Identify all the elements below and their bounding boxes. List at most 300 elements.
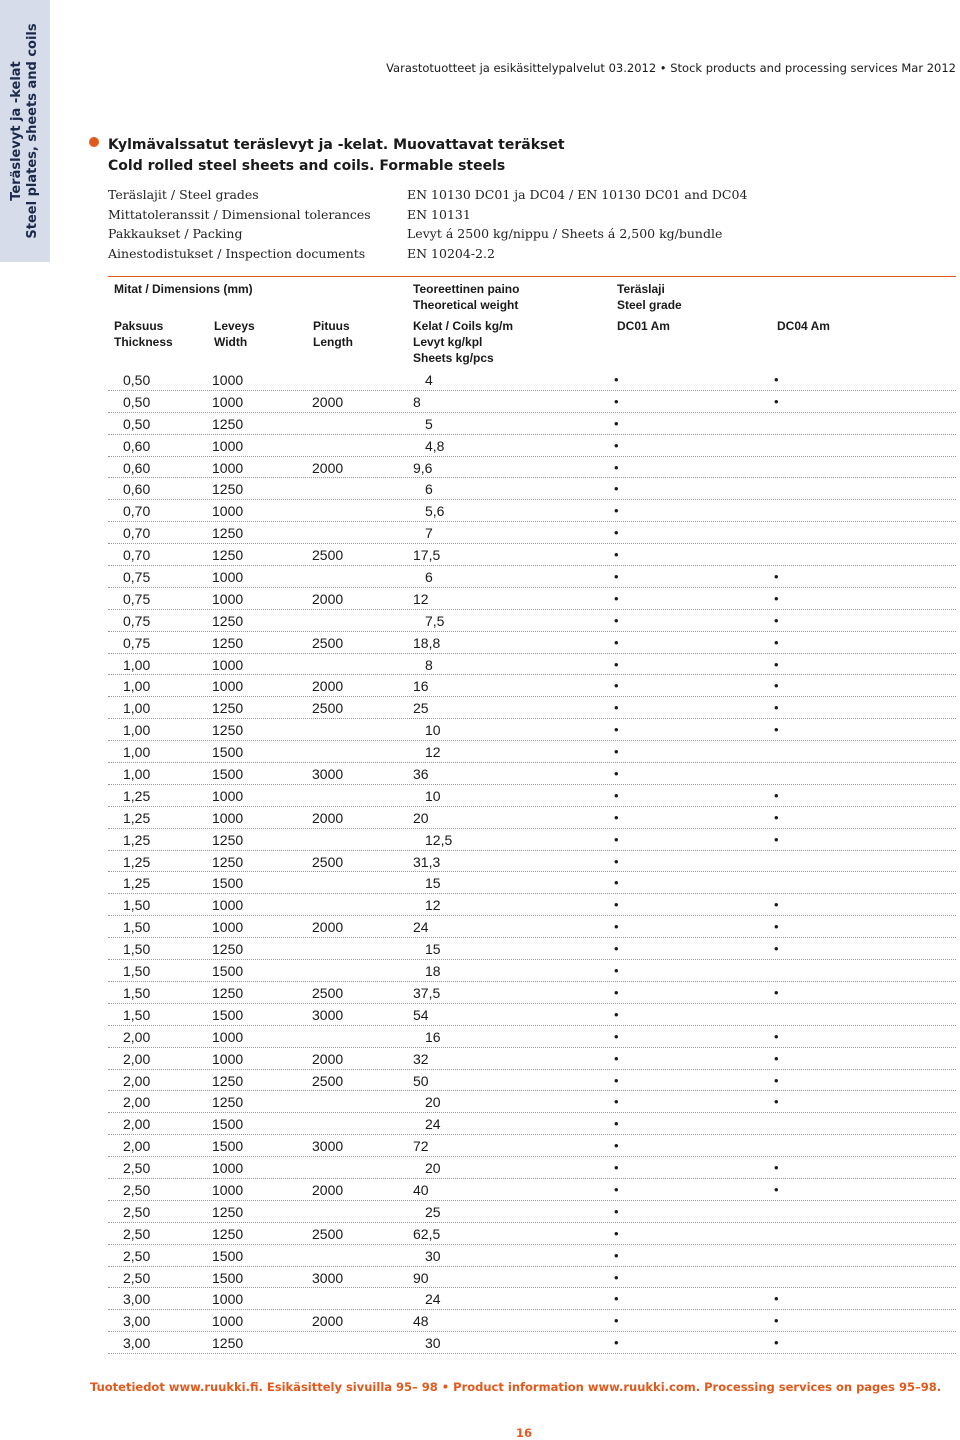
- col-weight-line2: Levyt kg/kpl: [413, 335, 483, 349]
- table-row: [108, 500, 956, 522]
- group-weight-header: [413, 281, 519, 313]
- table-row: [108, 982, 956, 1004]
- cell-thickness: 0,70: [123, 503, 151, 520]
- cell-weight: 31,3: [413, 853, 441, 870]
- table-row: [108, 1310, 956, 1332]
- cell-weight: 15: [425, 875, 441, 892]
- cell-width: 1250: [212, 700, 244, 717]
- cell-length: 2000: [312, 459, 344, 476]
- cell-thickness: 1,00: [123, 678, 151, 695]
- dc01-available-bullet-icon: •: [614, 503, 619, 519]
- cell-thickness: 1,25: [123, 787, 151, 804]
- cell-weight: 12,5: [425, 831, 453, 848]
- title-bullet-icon: [89, 137, 99, 147]
- side-tab-text: [9, 23, 41, 238]
- cell-thickness: 2,50: [123, 1225, 151, 1242]
- dc01-available-bullet-icon: •: [614, 437, 619, 453]
- cell-thickness: 1,25: [123, 831, 151, 848]
- cell-thickness: 1,00: [123, 700, 151, 717]
- table-row: [108, 369, 956, 391]
- cell-weight: 4: [425, 372, 433, 388]
- cell-width: 1500: [212, 1247, 244, 1264]
- cell-width: 1250: [212, 525, 244, 542]
- cell-width: 1000: [212, 1028, 244, 1045]
- col-width-header: [214, 318, 255, 350]
- cell-length: 2000: [312, 919, 344, 936]
- cell-length: 2500: [312, 984, 344, 1001]
- cell-width: 1250: [212, 831, 244, 848]
- cell-width: 1500: [212, 744, 244, 761]
- group-weight-fi: Teoreettinen paino: [413, 282, 520, 296]
- dc01-available-bullet-icon: •: [614, 1203, 619, 1219]
- cell-width: 1500: [212, 1006, 244, 1023]
- table-row: [108, 1157, 956, 1179]
- cell-length: 2000: [312, 678, 344, 695]
- cell-width: 1000: [212, 590, 244, 607]
- cell-thickness: 2,50: [123, 1269, 151, 1286]
- cell-thickness: 1,00: [123, 656, 151, 673]
- dc01-available-bullet-icon: •: [614, 1050, 619, 1066]
- col-weight-line1: Kelat / Coils kg/m: [413, 319, 514, 333]
- cell-length: 2000: [312, 393, 344, 410]
- dc01-available-bullet-icon: •: [614, 481, 619, 497]
- dc01-available-bullet-icon: •: [614, 831, 619, 847]
- table-row: [108, 938, 956, 960]
- cell-weight: 15: [425, 941, 441, 958]
- cell-width: 1000: [212, 1181, 244, 1198]
- spec-label: Teräslajit / Steel grades: [108, 187, 259, 202]
- table-row: [108, 1223, 956, 1245]
- dc04-available-bullet-icon: •: [774, 1313, 779, 1329]
- cell-length: 2500: [312, 700, 344, 717]
- cell-thickness: 1,00: [123, 722, 151, 739]
- spec-row: [108, 244, 495, 264]
- cell-thickness: 3,00: [123, 1335, 151, 1352]
- cell-width: 1000: [212, 503, 244, 520]
- col-width-en: Width: [214, 335, 248, 349]
- cell-width: 1500: [212, 875, 244, 892]
- dc04-available-bullet-icon: •: [774, 393, 779, 409]
- cell-weight: 6: [425, 481, 433, 498]
- cell-weight: 7: [425, 525, 433, 542]
- cell-length: 2000: [312, 590, 344, 607]
- table-row: [108, 1201, 956, 1223]
- title-en: Cold rolled steel sheets and coils. Formable steels: [108, 158, 506, 174]
- cell-length: 2500: [312, 547, 344, 564]
- cell-thickness: 2,50: [123, 1247, 151, 1264]
- cell-thickness: 0,60: [123, 437, 151, 454]
- dc01-available-bullet-icon: •: [614, 547, 619, 563]
- dc04-available-bullet-icon: •: [774, 678, 779, 694]
- spec-row: [108, 224, 723, 244]
- cell-weight: 30: [425, 1335, 441, 1352]
- cell-thickness: 2,00: [123, 1028, 151, 1045]
- cell-width: 1000: [212, 393, 244, 410]
- table-row: [108, 1026, 956, 1048]
- table-row: [108, 1091, 956, 1113]
- cell-weight: 20: [413, 809, 429, 826]
- cell-thickness: 1,50: [123, 1006, 151, 1023]
- dc01-available-bullet-icon: •: [614, 1181, 619, 1197]
- table-row: [108, 1245, 956, 1267]
- cell-thickness: 1,25: [123, 853, 151, 870]
- cell-thickness: 1,25: [123, 809, 151, 826]
- cell-weight: 90: [413, 1269, 429, 1286]
- col-weight-header: [413, 318, 513, 366]
- title-fi: Kylmävalssatut teräslevyt ja -kelat. Muovattavat teräkset: [108, 137, 565, 153]
- cell-weight: 10: [425, 787, 441, 804]
- dc04-available-bullet-icon: •: [774, 1050, 779, 1066]
- spec-value: Levyt á 2500 kg/nippu / Sheets á 2,500 kg/bundle: [407, 226, 723, 241]
- cell-weight: 8: [425, 656, 433, 673]
- cell-width: 1250: [212, 1225, 244, 1242]
- dc04-available-bullet-icon: •: [774, 941, 779, 957]
- spec-label: Ainestodistukset / Inspection documents: [108, 245, 366, 261]
- cell-width: 1250: [212, 547, 244, 564]
- dc04-available-bullet-icon: •: [774, 787, 779, 803]
- cell-length: 2500: [312, 1225, 344, 1242]
- dc01-available-bullet-icon: •: [614, 372, 619, 387]
- cell-width: 1500: [212, 1116, 244, 1133]
- table-row: [108, 872, 956, 894]
- dc04-available-bullet-icon: •: [774, 897, 779, 913]
- dc04-available-bullet-icon: •: [774, 590, 779, 606]
- table-row: [108, 544, 956, 566]
- table-row: [108, 457, 956, 479]
- col-dc04-header: DC04 Am: [777, 319, 830, 333]
- col-thickness-en: Thickness: [114, 335, 173, 349]
- cell-weight: 18: [425, 963, 441, 980]
- cell-thickness: 0,75: [123, 590, 151, 607]
- cell-thickness: 0,75: [123, 634, 151, 651]
- dc04-available-bullet-icon: •: [774, 1181, 779, 1197]
- dc04-available-bullet-icon: •: [774, 569, 779, 585]
- footer-info: Tuotetiedot www.ruukki.fi. Esikäsittely sivuilla 95– 98 • Product information www.ruukki.com. Processing services on pages 95–98.: [90, 1380, 942, 1394]
- cell-length: 2000: [312, 1050, 344, 1067]
- spec-value: EN 10131: [407, 206, 471, 222]
- cell-weight: 8: [413, 393, 421, 410]
- dc01-available-bullet-icon: •: [614, 787, 619, 803]
- dc01-available-bullet-icon: •: [614, 941, 619, 957]
- cell-thickness: 0,75: [123, 612, 151, 629]
- table-row: [108, 1179, 956, 1201]
- spec-row: [108, 205, 471, 225]
- cell-thickness: 2,00: [123, 1072, 151, 1089]
- cell-width: 1000: [212, 372, 244, 388]
- cell-weight: 50: [413, 1072, 429, 1089]
- dc04-available-bullet-icon: •: [774, 634, 779, 650]
- cell-weight: 7,5: [425, 612, 445, 629]
- cell-length: 3000: [312, 1138, 344, 1155]
- side-tab: [0, 0, 50, 262]
- cell-thickness: 0,70: [123, 525, 151, 542]
- table-row: [108, 632, 956, 654]
- dc04-available-bullet-icon: •: [774, 919, 779, 935]
- cell-weight: 20: [425, 1160, 441, 1177]
- cell-weight: 16: [413, 678, 429, 695]
- dc01-available-bullet-icon: •: [614, 1028, 619, 1044]
- cell-thickness: 1,00: [123, 766, 151, 783]
- group-weight-en: Theoretical weight: [413, 298, 519, 312]
- cell-weight: 9,6: [413, 459, 433, 476]
- dc01-available-bullet-icon: •: [614, 853, 619, 869]
- spec-value: EN 10130 DC01 ja DC04 / EN 10130 DC01 and DC04: [407, 187, 748, 202]
- cell-weight: 5,6: [425, 503, 445, 520]
- dc01-available-bullet-icon: •: [614, 809, 619, 825]
- cell-weight: 16: [425, 1028, 441, 1045]
- page-title: [108, 135, 565, 177]
- cell-length: 3000: [312, 766, 344, 783]
- table-row: [108, 894, 956, 916]
- cell-weight: 24: [413, 919, 429, 936]
- table-row: [108, 741, 956, 763]
- table-row: [108, 1267, 956, 1289]
- table-row: [108, 829, 956, 851]
- col-weight-line3: Sheets kg/pcs: [413, 351, 494, 365]
- cell-width: 1000: [212, 919, 244, 936]
- table-row: [108, 566, 956, 588]
- dc01-available-bullet-icon: •: [614, 984, 619, 1000]
- table-row: [108, 1332, 956, 1354]
- cell-weight: 5: [425, 415, 433, 432]
- cell-weight: 17,5: [413, 547, 441, 564]
- table-row: [108, 960, 956, 982]
- cell-weight: 12: [425, 744, 441, 761]
- table-row: [108, 763, 956, 785]
- table-row: [108, 654, 956, 676]
- dc01-available-bullet-icon: •: [614, 700, 619, 716]
- cell-weight: 37,5: [413, 984, 441, 1001]
- dc01-available-bullet-icon: •: [614, 766, 619, 782]
- cell-thickness: 2,00: [123, 1116, 151, 1133]
- cell-thickness: 0,50: [123, 415, 151, 432]
- cell-width: 1000: [212, 437, 244, 454]
- spec-value: EN 10204-2.2: [407, 245, 495, 261]
- cell-weight: 24: [425, 1291, 441, 1308]
- dc04-available-bullet-icon: •: [774, 984, 779, 1000]
- cell-width: 1250: [212, 853, 244, 870]
- cell-width: 1000: [212, 1291, 244, 1308]
- cell-thickness: 1,50: [123, 941, 151, 958]
- cell-thickness: 0,50: [123, 393, 151, 410]
- cell-length: 3000: [312, 1006, 344, 1023]
- side-tab-line1: Teräslevyt ja -kelat: [9, 61, 24, 201]
- dc01-available-bullet-icon: •: [614, 1335, 619, 1351]
- cell-weight: 54: [413, 1006, 429, 1023]
- cell-width: 1500: [212, 963, 244, 980]
- page-number: 16: [515, 1426, 532, 1440]
- cell-thickness: 1,50: [123, 919, 151, 936]
- cell-length: 2000: [312, 1313, 344, 1330]
- spec-label: Mittatoleranssit / Dimensional tolerances: [108, 206, 371, 222]
- cell-width: 1250: [212, 1335, 244, 1352]
- cell-weight: 10: [425, 722, 441, 739]
- cell-weight: 12: [413, 590, 429, 607]
- col-length-header: [313, 318, 353, 350]
- group-grade-fi: Teräslaji: [617, 282, 665, 296]
- cell-length: 2500: [312, 853, 344, 870]
- dc01-available-bullet-icon: •: [614, 393, 619, 409]
- table-row: [108, 697, 956, 719]
- cell-thickness: 1,25: [123, 875, 151, 892]
- dc04-available-bullet-icon: •: [774, 831, 779, 847]
- table-row: [108, 1048, 956, 1070]
- dc04-available-bullet-icon: •: [774, 722, 779, 738]
- cell-width: 1000: [212, 656, 244, 673]
- dc01-available-bullet-icon: •: [614, 634, 619, 650]
- dc01-available-bullet-icon: •: [614, 744, 619, 760]
- table-top-rule: [108, 276, 956, 277]
- dc01-available-bullet-icon: •: [614, 1247, 619, 1263]
- cell-thickness: 2,50: [123, 1160, 151, 1177]
- cell-thickness: 1,50: [123, 897, 151, 914]
- table-row: [108, 675, 956, 697]
- dc01-available-bullet-icon: •: [614, 1138, 619, 1154]
- running-header: Varastotuotteet ja esikäsittelypalvelut 03.2012 • Stock products and processing services Mar 2012: [386, 61, 956, 75]
- cell-width: 1250: [212, 1072, 244, 1089]
- cell-thickness: 2,50: [123, 1181, 151, 1198]
- dc01-available-bullet-icon: •: [614, 459, 619, 475]
- cell-width: 1250: [212, 722, 244, 739]
- dc01-available-bullet-icon: •: [614, 1094, 619, 1110]
- cell-weight: 62,5: [413, 1225, 441, 1242]
- cell-thickness: 0,70: [123, 547, 151, 564]
- dc01-available-bullet-icon: •: [614, 569, 619, 585]
- dc04-available-bullet-icon: •: [774, 1291, 779, 1307]
- cell-width: 1000: [212, 1050, 244, 1067]
- dc04-available-bullet-icon: •: [774, 1160, 779, 1176]
- cell-weight: 32: [413, 1050, 429, 1067]
- table-row: [108, 1288, 956, 1310]
- group-grade-header: [617, 281, 682, 313]
- dc04-available-bullet-icon: •: [774, 372, 779, 387]
- group-grade-en: Steel grade: [617, 298, 682, 312]
- cell-weight: 12: [425, 897, 441, 914]
- cell-thickness: 1,00: [123, 744, 151, 761]
- table-row: [108, 1070, 956, 1092]
- dc04-available-bullet-icon: •: [774, 1072, 779, 1088]
- col-width-fi: Leveys: [214, 319, 255, 333]
- table-row: [108, 1004, 956, 1026]
- cell-length: 2500: [312, 634, 344, 651]
- dc04-available-bullet-icon: •: [774, 1094, 779, 1110]
- cell-length: 2000: [312, 1181, 344, 1198]
- cell-width: 1000: [212, 1160, 244, 1177]
- dc04-available-bullet-icon: •: [774, 612, 779, 628]
- cell-width: 1250: [212, 984, 244, 1001]
- table-row: [108, 1135, 956, 1157]
- cell-length: 3000: [312, 1269, 344, 1286]
- dc04-available-bullet-icon: •: [774, 700, 779, 716]
- cell-length: 2000: [312, 809, 344, 826]
- table-row: [108, 916, 956, 938]
- cell-thickness: 0,60: [123, 459, 151, 476]
- spec-row: [108, 185, 748, 205]
- spec-label: Pakkaukset / Packing: [108, 226, 243, 241]
- cell-width: 1500: [212, 1138, 244, 1155]
- dc01-available-bullet-icon: •: [614, 1291, 619, 1307]
- dc01-available-bullet-icon: •: [614, 722, 619, 738]
- cell-width: 1250: [212, 481, 244, 498]
- cell-thickness: 2,00: [123, 1050, 151, 1067]
- cell-width: 1000: [212, 897, 244, 914]
- cell-length: 2500: [312, 1072, 344, 1089]
- table-row: [108, 785, 956, 807]
- col-length-fi: Pituus: [313, 319, 350, 333]
- cell-thickness: 3,00: [123, 1313, 151, 1330]
- cell-width: 1000: [212, 459, 244, 476]
- cell-thickness: 1,50: [123, 984, 151, 1001]
- side-tab-line2: Steel plates, sheets and coils: [25, 23, 40, 239]
- cell-width: 1000: [212, 678, 244, 695]
- dc01-available-bullet-icon: •: [614, 415, 619, 431]
- dc01-available-bullet-icon: •: [614, 612, 619, 628]
- cell-weight: 20: [425, 1094, 441, 1111]
- cell-thickness: 2,00: [123, 1094, 151, 1111]
- cell-width: 1250: [212, 1203, 244, 1220]
- table-row: [108, 588, 956, 610]
- table-row: [108, 1113, 956, 1135]
- group-dimensions-header: Mitat / Dimensions (mm): [114, 282, 253, 296]
- cell-weight: 36: [413, 766, 429, 783]
- data-table-body: [108, 369, 956, 1354]
- dc01-available-bullet-icon: •: [614, 1313, 619, 1329]
- dc04-available-bullet-icon: •: [774, 1028, 779, 1044]
- cell-thickness: 0,75: [123, 569, 151, 586]
- table-row: [108, 391, 956, 413]
- dc04-available-bullet-icon: •: [774, 656, 779, 672]
- table-row: [108, 807, 956, 829]
- cell-thickness: 0,60: [123, 481, 151, 498]
- dc01-available-bullet-icon: •: [614, 1072, 619, 1088]
- cell-weight: 4,8: [425, 437, 445, 454]
- table-row: [108, 851, 956, 873]
- dc04-available-bullet-icon: •: [774, 809, 779, 825]
- dc01-available-bullet-icon: •: [614, 1269, 619, 1285]
- dc01-available-bullet-icon: •: [614, 875, 619, 891]
- table-row: [108, 478, 956, 500]
- cell-weight: 40: [413, 1181, 429, 1198]
- cell-thickness: 1,50: [123, 963, 151, 980]
- cell-weight: 18,8: [413, 634, 441, 651]
- cell-thickness: 0,50: [123, 372, 151, 388]
- cell-width: 1000: [212, 787, 244, 804]
- cell-width: 1250: [212, 415, 244, 432]
- table-row: [108, 413, 956, 435]
- cell-weight: 30: [425, 1247, 441, 1264]
- col-length-en: Length: [313, 335, 353, 349]
- table-row: [108, 719, 956, 741]
- cell-width: 1500: [212, 766, 244, 783]
- dc01-available-bullet-icon: •: [614, 525, 619, 541]
- dc01-available-bullet-icon: •: [614, 897, 619, 913]
- spec-list: [108, 185, 748, 263]
- col-thickness-fi: Paksuus: [114, 319, 164, 333]
- dc01-available-bullet-icon: •: [614, 590, 619, 606]
- dc01-available-bullet-icon: •: [614, 1116, 619, 1132]
- cell-thickness: 2,00: [123, 1138, 151, 1155]
- cell-thickness: 2,50: [123, 1203, 151, 1220]
- table-row: [108, 610, 956, 632]
- col-thickness-header: [114, 318, 173, 350]
- table-row: [108, 435, 956, 457]
- cell-weight: 24: [425, 1116, 441, 1133]
- dc01-available-bullet-icon: •: [614, 1225, 619, 1241]
- dc01-available-bullet-icon: •: [614, 1160, 619, 1176]
- dc04-available-bullet-icon: •: [774, 1335, 779, 1351]
- cell-weight: 25: [413, 700, 429, 717]
- cell-width: 1000: [212, 569, 244, 586]
